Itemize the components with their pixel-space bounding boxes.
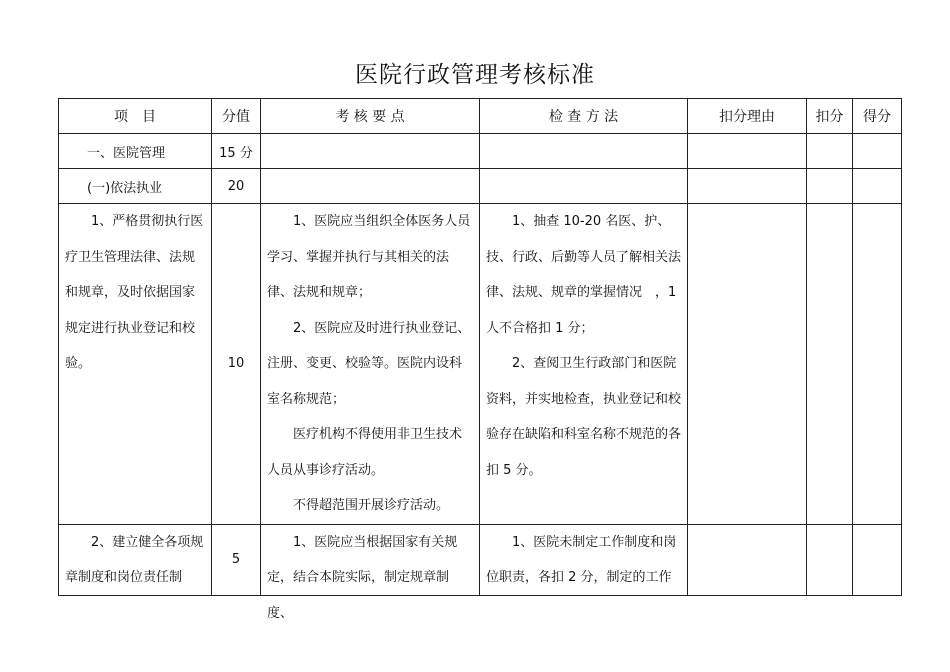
- score-cell: 15 分: [212, 134, 261, 169]
- method-text: 1、医院未制定工作制度和岗位职责，各扣 2 分，制定的工作: [486, 534, 677, 585]
- table-row: [59, 204, 902, 525]
- method-text: 1、抽查 10-20 名医、护、技、行政、后勤等人员了解相关法律、法规、规章的掌握情况 ，1 人不合格扣 1 分；: [486, 214, 682, 336]
- reason-cell: [688, 204, 807, 525]
- item-cell: [59, 134, 212, 169]
- point-text: 2、医院应及时进行执业登记、注册、变更、校验等。医院内设科室名称规范；: [267, 320, 471, 407]
- method-cell: [480, 169, 688, 204]
- item-text: 一、医院管理: [87, 145, 166, 161]
- header-method: 检 查 方 法: [480, 99, 688, 134]
- header-row: [59, 99, 902, 134]
- point-text: 医疗机构不得使用非卫生技术人员从事诊疗活动。: [267, 427, 463, 478]
- item-text: 2、建立健全各项规章制度和岗位责任制: [65, 534, 204, 585]
- header-final: 得分: [853, 99, 902, 134]
- item-cell: [59, 524, 212, 595]
- point-text: 不得超范围开展诊疗活动。: [293, 498, 450, 513]
- method-cell: [480, 134, 688, 169]
- item-cell: [59, 169, 212, 204]
- point-text: 1、医院应当组织全体医务人员学习、掌握并执行与其相关的法律、法规和规章；: [267, 214, 471, 300]
- final-cell: [853, 169, 902, 204]
- final-cell: [853, 204, 902, 525]
- table-row: [59, 524, 902, 595]
- item-text: (一)依法执业: [87, 180, 163, 196]
- reason-cell: [688, 134, 807, 169]
- deduct-cell: [807, 169, 853, 204]
- header-item: 项 目: [59, 99, 212, 134]
- header-reason: 扣分理由: [688, 99, 807, 134]
- point-text: 1、医院应当根据国家有关规定，结合本院实际，制定规章制度、: [267, 534, 458, 621]
- header-score: 分值: [212, 99, 261, 134]
- final-cell: [853, 524, 902, 595]
- points-cell: [261, 169, 480, 204]
- points-cell: [261, 134, 480, 169]
- score-cell: 5: [212, 524, 261, 595]
- header-points: 考 核 要 点: [261, 99, 480, 134]
- table-row: [59, 169, 902, 204]
- item-cell: [59, 204, 212, 525]
- points-cell: [261, 524, 480, 621]
- final-cell: [853, 134, 902, 169]
- item-text: 1、严格贯彻执行医疗卫生管理法律、法规和规章，及时依据国家规定进行执业登记和校验。: [65, 214, 204, 371]
- header-deduct: 扣分: [807, 99, 853, 134]
- score-cell: 20: [212, 169, 261, 204]
- deduct-cell: [807, 134, 853, 169]
- score-cell: 10: [212, 204, 261, 525]
- assessment-table: [58, 98, 902, 621]
- points-cell: [261, 204, 480, 525]
- reason-cell: [688, 524, 807, 595]
- deduct-cell: [807, 204, 853, 525]
- document-title: 医院行政管理考核标准: [355, 62, 595, 88]
- deduct-cell: [807, 524, 853, 595]
- table-row: [59, 134, 902, 169]
- method-cell: [480, 204, 688, 525]
- method-text: 2、查阅卫生行政部门和医院资料，并实地检查，执业登记和校验存在缺陷和科室名称不规范的各扣 5 分。: [486, 356, 682, 478]
- reason-cell: [688, 169, 807, 204]
- method-cell: [480, 524, 688, 595]
